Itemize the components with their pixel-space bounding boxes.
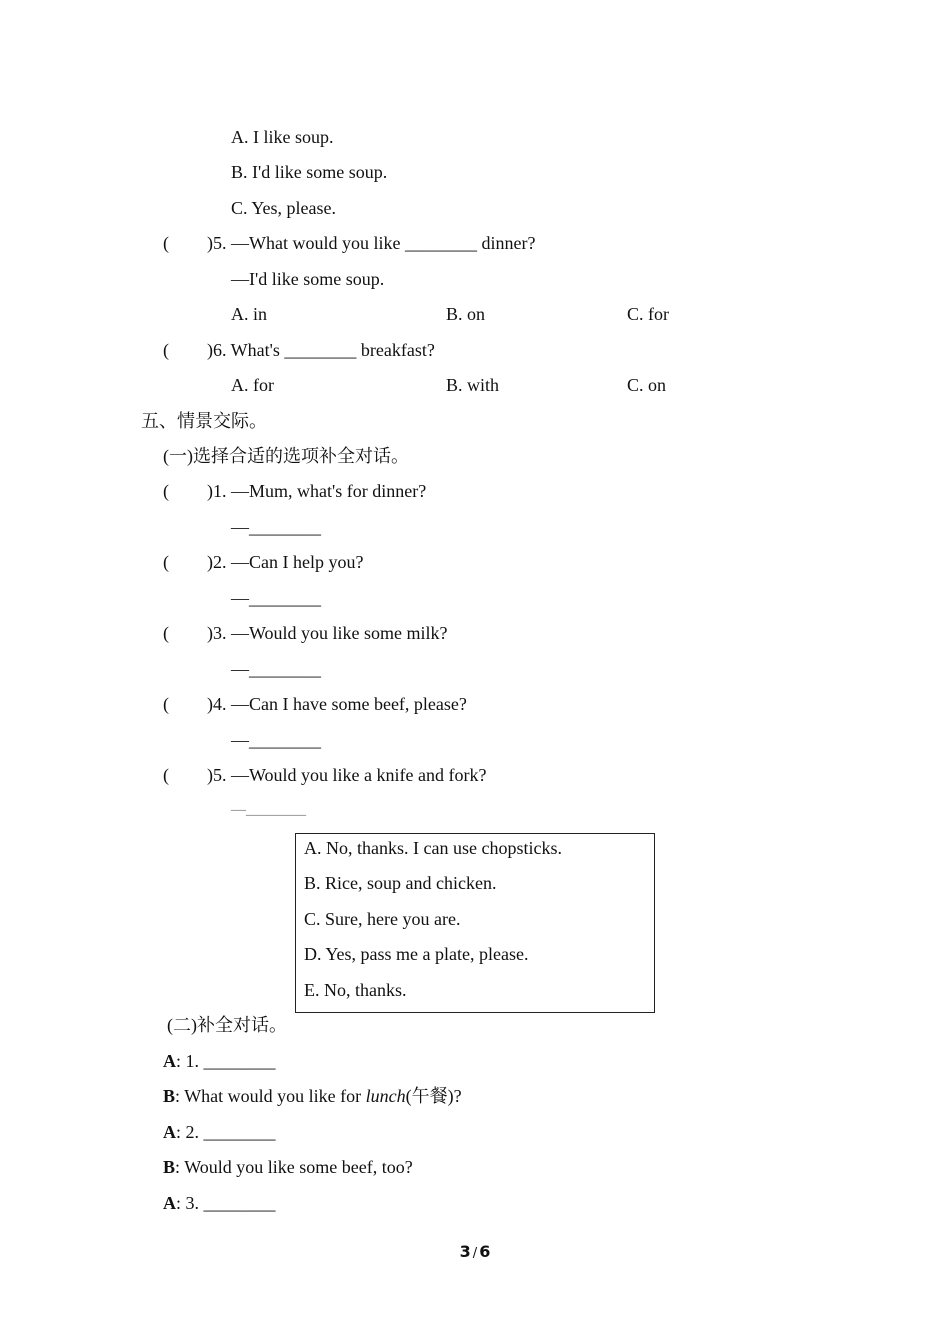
dialogue-line-1 [163, 1050, 276, 1072]
box-option-c: C. Sure, here you are. [304, 909, 461, 929]
q6-question: )6. What's ________ breakfast? [207, 340, 435, 360]
page-number [0, 1242, 950, 1261]
q5-option-c: C. for [627, 304, 669, 324]
q5-answer-paren: ( [163, 233, 169, 253]
dialogue-line-5 [163, 1192, 276, 1214]
s5-q3-question: )3. —Would you like some milk? [207, 623, 448, 643]
dialogue-text: : 2. ________ [176, 1122, 276, 1142]
s5-q2-question: )2. —Can I help you? [207, 552, 364, 572]
options-box [295, 833, 655, 1013]
q5-response: —I'd like some soup. [231, 269, 385, 289]
q6-option-b: B. with [446, 375, 500, 395]
section-5-part2-title: (二)补全对话。 [167, 1015, 287, 1035]
page-total: 6 [479, 1242, 491, 1261]
dialogue-text: : 1. ________ [176, 1051, 276, 1071]
dialogue-text: : Would you like some beef, too? [175, 1157, 413, 1177]
s5-q1-blank: —________ [231, 517, 321, 537]
dialogue-italic-word: lunch [365, 1086, 406, 1106]
box-option-b: B. Rice, soup and chicken. [304, 873, 497, 893]
q6-option-c: C. on [627, 375, 667, 395]
q5-option-b: B. on [446, 304, 486, 324]
q4-option-c: C. Yes, please. [231, 198, 337, 218]
box-option-a: A. No, thanks. I can use chopsticks. [304, 838, 562, 858]
q5-question: )5. —What would you like ________ dinner? [207, 233, 536, 253]
s5-q5-question: )5. —Would you like a knife and fork? [207, 765, 487, 785]
speaker-label: A [163, 1051, 176, 1071]
section-5-part1-title: (一)选择合适的选项补全对话。 [163, 446, 409, 466]
q4-option-b: B. I'd like some soup. [231, 162, 388, 182]
page-separator: / [472, 1246, 478, 1261]
box-option-e: E. No, thanks. [304, 980, 407, 1000]
q4-option-a: A. I like soup. [231, 127, 334, 147]
s5-q1-answer-paren: ( [163, 481, 169, 501]
dialogue-text: : 3. ________ [176, 1193, 276, 1213]
dialogue-text-post: (午餐)? [405, 1086, 462, 1106]
speaker-label: A [163, 1122, 176, 1142]
s5-q3-blank: —________ [231, 659, 321, 679]
box-option-d: D. Yes, pass me a plate, please. [304, 944, 529, 964]
s5-q4-question: )4. —Can I have some beef, please? [207, 694, 467, 714]
s5-q5-answer-paren: ( [163, 765, 169, 785]
s5-q2-answer-paren: ( [163, 552, 169, 572]
q6-answer-paren: ( [163, 340, 169, 360]
s5-q2-blank: —________ [231, 588, 321, 608]
dialogue-line-2 [163, 1085, 462, 1107]
s5-q4-blank: —________ [231, 730, 321, 750]
q6-option-a: A. for [231, 375, 274, 395]
section-5-title: 五、情景交际。 [141, 411, 267, 431]
speaker-label: B [163, 1086, 176, 1106]
dialogue-line-3 [163, 1121, 276, 1143]
dialogue-text: : What would you like for [175, 1086, 366, 1106]
page-current: 3 [459, 1242, 471, 1261]
s5-q3-answer-paren: ( [163, 623, 169, 643]
dialogue-line-4 [163, 1156, 413, 1178]
s5-q5-blank: —________ [231, 802, 306, 818]
speaker-label: A [163, 1193, 176, 1213]
speaker-label: B [163, 1157, 176, 1177]
q5-option-a: A. in [231, 304, 267, 324]
s5-q4-answer-paren: ( [163, 694, 169, 714]
s5-q1-question: )1. —Mum, what's for dinner? [207, 481, 427, 501]
